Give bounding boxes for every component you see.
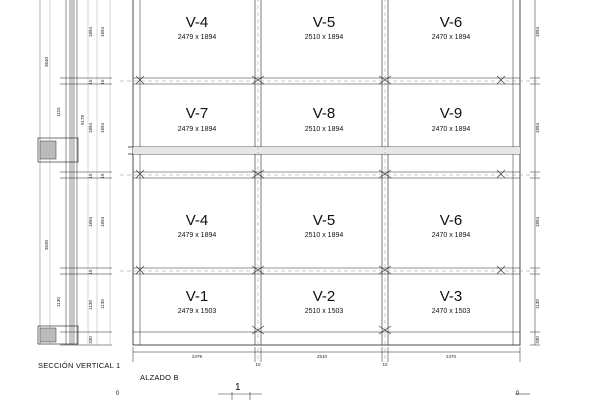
right-marker: 0 (516, 391, 520, 397)
panel-name: V-4 (185, 14, 209, 31)
dim-col-a-4: 1130 (56, 297, 61, 307)
dim-col-c-4: 15 (88, 173, 93, 179)
dim-col-d-5: 1894 (100, 216, 105, 228)
panel-size: 2479 x 1894 (177, 232, 217, 239)
dim-col-c-7: 1130 (88, 300, 93, 310)
dim-bottom-1: 2479 (191, 354, 203, 359)
panel-name: V-8 (312, 105, 336, 122)
dim-col-d-3: 1894 (100, 122, 105, 134)
dim-bottom-5: 2470 (445, 354, 457, 359)
dim-col-a-2: 1115 (56, 107, 61, 117)
panel-name: V-7 (185, 105, 209, 122)
dim-col-c-8: 330 (88, 336, 93, 344)
panel-size: 2470 x 1894 (431, 232, 471, 239)
bottom-dimension-labels (192, 354, 457, 367)
dim-col-a-3: 3630 (44, 239, 49, 251)
dim-col-c-3: 1894 (88, 122, 93, 134)
section-profile (38, 0, 110, 345)
section-dimension-labels (44, 26, 105, 343)
dim-right-2: 1894 (535, 122, 540, 134)
dim-right-3: 1894 (535, 216, 540, 228)
dim-col-d-1: 1894 (100, 26, 105, 38)
dim-bottom-4: 10 (382, 362, 388, 367)
dim-col-d-6: 1130 (100, 299, 105, 309)
panel-name: V-9 (439, 105, 463, 122)
dim-bottom-2: 10 (255, 362, 261, 367)
panel-name: V-4 (185, 212, 209, 229)
dim-col-d-4: 15 (100, 173, 105, 179)
panel-name: V-5 (312, 14, 336, 31)
panel-name: V-2 (312, 288, 336, 305)
panel-size: 2479 x 1894 (177, 126, 217, 133)
dim-col-c-6: 15 (88, 269, 93, 275)
dim-col-c-2: 15 (88, 79, 93, 85)
panel-size: 2470 x 1894 (431, 34, 471, 41)
elevation-bands (133, 147, 520, 154)
panel-size: 2510 x 1894 (304, 232, 344, 239)
section-caption: SECCIÓN VERTICAL 1 (38, 361, 121, 370)
panel-size: 2479 x 1894 (177, 34, 217, 41)
dim-bottom-3: 2510 (316, 354, 328, 359)
dim-right-1: 1894 (535, 26, 540, 38)
right-dimension-line (530, 0, 540, 345)
dim-col-d-2: 15 (100, 79, 105, 85)
panel-size: 2510 x 1503 (304, 308, 344, 315)
panel-name: V-3 (439, 288, 463, 305)
dim-right-4: 1130 (535, 299, 540, 309)
lower-section-lines (218, 392, 530, 400)
panel-size: 2510 x 1894 (304, 126, 344, 133)
dim-col-a-1: 3640 (44, 56, 49, 68)
panel-size: 2470 x 1894 (431, 126, 471, 133)
panel-name: V-5 (312, 212, 336, 229)
section-marker: 1 (235, 382, 241, 393)
panel-name: V-1 (185, 288, 209, 305)
left-marker: 0 (116, 391, 120, 397)
panel-name: V-6 (439, 212, 463, 229)
dim-col-c-1: 1894 (88, 26, 93, 38)
elevation-centerlines (120, 0, 540, 360)
dim-right-5: 330 (535, 336, 540, 344)
panel-labels (178, 14, 471, 315)
panel-size: 2479 x 1503 (177, 308, 217, 315)
panel-size: 2510 x 1894 (304, 34, 344, 41)
dim-col-b-1: 9178 (80, 114, 85, 126)
right-dimension-labels (535, 26, 540, 343)
dim-col-c-5: 1894 (88, 216, 93, 228)
panel-name: V-6 (439, 14, 463, 31)
elevation-caption: ALZADO B (140, 373, 179, 382)
panel-size: 2470 x 1503 (431, 308, 471, 315)
